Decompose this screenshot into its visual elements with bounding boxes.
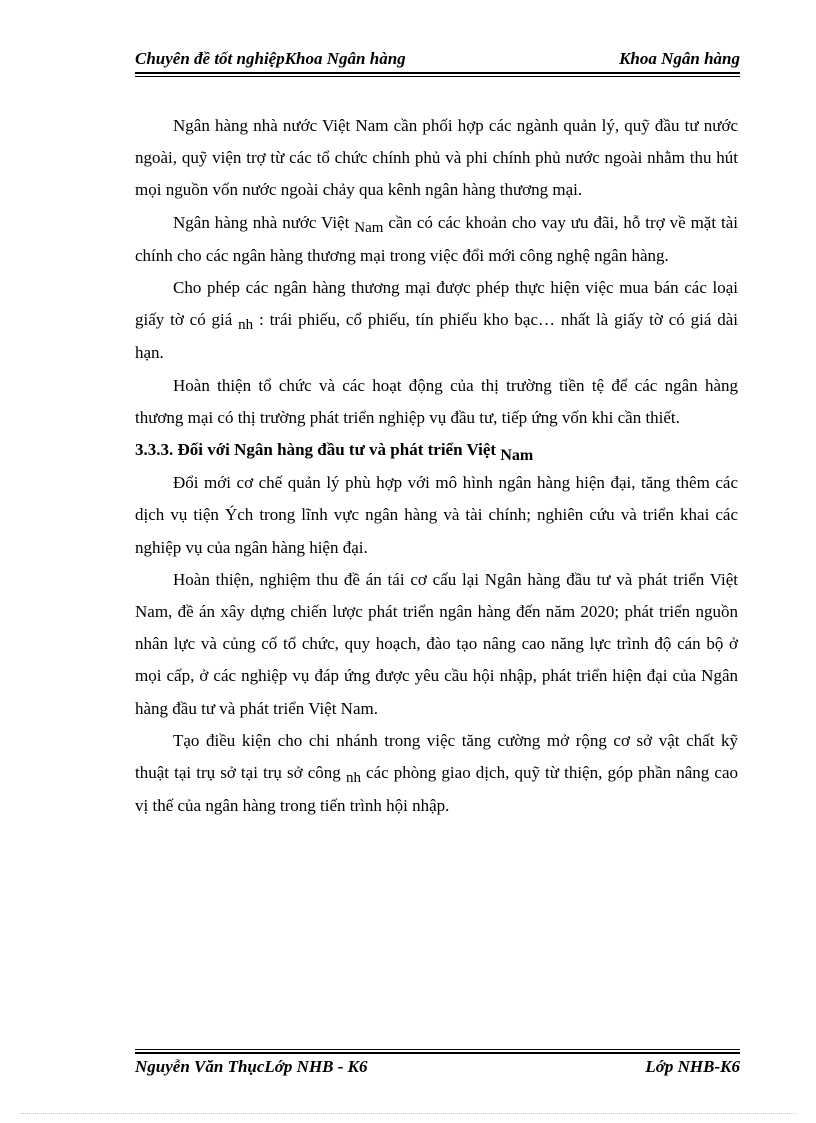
header-rule (135, 72, 740, 74)
header-rule-thin (135, 76, 740, 77)
paragraph-7: Tạo điều kiện cho chi nhánh trong việc tăng cường mở rộng cơ sở vật chất kỹ thuật tại trụ sở tại trụ sở công nh các phòng giao dịch, quỹ từ thiện, góp phần nâng cao vị thế của ngân hàng trong tiến trình hội nhập. (135, 730, 738, 816)
header-right-title: Khoa Ngân hàng (619, 49, 740, 68)
paragraph-1: Ngân hàng nhà nước Việt Nam cần phối hợp các ngành quản lý, quỹ đầu tư nước ngoài, quỹ viện trợ từ các tổ chức chính phủ và phi chính phủ nước ngoài nhằm thu hút mọi nguồn vốn nước ngoài chảy qua kênh ngân hàng thương mại. (135, 116, 738, 200)
footer-rule-thin (135, 1049, 740, 1050)
paragraph-2: Ngân hàng nhà nước Việt Nam cần có các khoản cho vay ưu đãi, hỗ trợ về mặt tài chính cho các ngân hàng thương mại trong việc đổi mới công nghệ ngân hàng. (135, 212, 738, 265)
paragraph-6: Hoàn thiện, nghiệm thu đề án tái cơ cấu lại Ngân hàng đầu tư và phát triển Việt Nam, đề án xây dựng chiến lược phát triển ngân hàng đến năm 2020; phát triển nguồn nhân lực và củng cố tổ chức, quy hoạch, đào tạo nâng cao năng lực trình độ cán bộ ở mọi cấp, ở các nghiệp vụ đáp ứng được yêu cầu hội nhập, phát triển hiện đại của Ngân hàng đầu tư và phát triển Việt Nam. (135, 569, 738, 718)
page-bottom-dotted-line (20, 1113, 796, 1114)
footer-author: Nguyễn Văn ThụcLớp NHB - K6 (135, 1057, 368, 1076)
paragraph-4: Hoàn thiện tổ chức và các hoạt động của thị trường tiền tệ để các ngân hàng thương mại có thị trường phát triển nghiệp vụ đầu tư, tiếp ứng vốn khi cần thiết. (135, 375, 738, 427)
paragraph-3: Cho phép các ngân hàng thương mại được phép thực hiện việc mua bán các loại giấy tờ có giá nh : trái phiếu, cổ phiếu, tín phiếu kho bạc… nhất là giấy tờ có giá dài hạn. (135, 278, 738, 363)
section-heading: 3.3.3. Đối với Ngân hàng đầu tư và phát triển Việt Nam (135, 440, 534, 465)
document-body (135, 110, 738, 822)
page-footer (135, 1057, 740, 1079)
footer-rule (135, 1052, 740, 1054)
footer-class: Lớp NHB-K6 (645, 1057, 740, 1076)
header-left-title: Chuyên đề tốt nghiệpKhoa Ngân hàng (135, 49, 406, 68)
paragraph-5: Đổi mới cơ chế quản lý phù hợp với mô hình ngân hàng hiện đại, tăng thêm các dịch vụ tiện Ých trong lĩnh vực ngân hàng và tài chính; nghiên cứu và triển khai các nghiệp vụ của ngân hàng hiện đại. (135, 473, 738, 557)
page-header (135, 49, 740, 71)
